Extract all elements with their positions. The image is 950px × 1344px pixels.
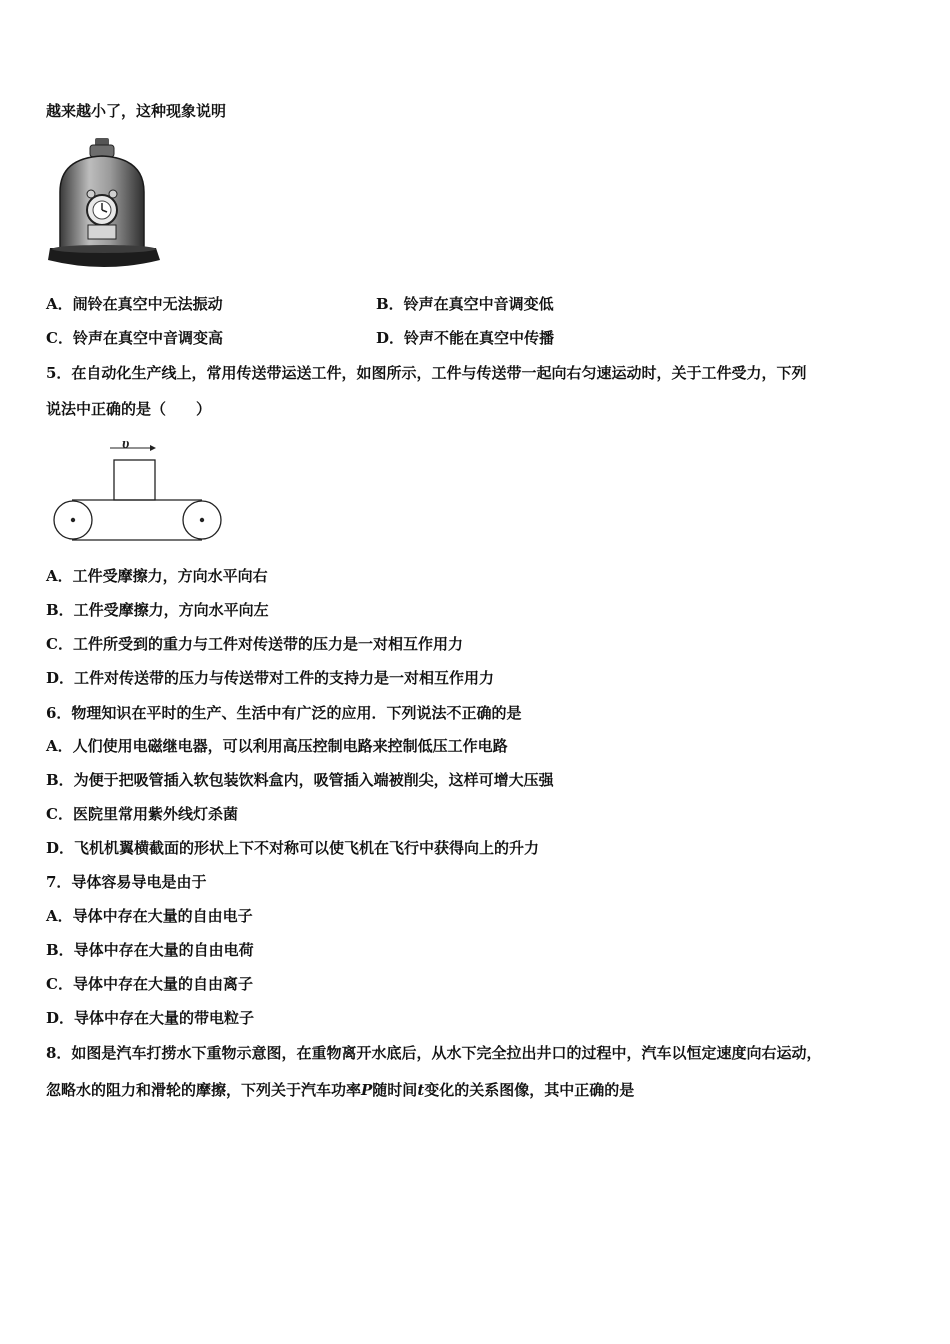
q7-option-a: A．导体中存在大量的自由电子	[46, 907, 253, 925]
q5-option-b: B．工件受摩擦力，方向水平向左	[46, 601, 269, 619]
bell-jar-figure	[46, 136, 162, 274]
q5-option-d: D．工件对传送带的压力与传送带对工件的支持力是一对相互作用力	[46, 669, 495, 687]
q6-option-d: D．飞机机翼横截面的形状上下不对称可以使飞机在飞行中获得向上的升力	[46, 839, 540, 857]
q8-stem-line2	[46, 1080, 634, 1100]
q4-stem-tail: 越来越小了，这种现象说明	[46, 102, 227, 120]
q8-var-t: t	[417, 1081, 425, 1099]
q5-option-c: C．工件所受到的重力与工件对传送带的压力是一对相互作用力	[46, 635, 463, 653]
q4-option-b: B．铃声在真空中音调变低	[376, 295, 554, 313]
q8-stem-part-a: 忽略水的阻力和滑轮的摩擦，下列关于汽车功率	[46, 1081, 362, 1099]
q5-stem-line2: 说法中正确的是（ ）	[46, 400, 212, 418]
q7-stem: 7．导体容易导电是由于	[46, 873, 207, 891]
q4-option-a: A．闹铃在真空中无法振动	[46, 295, 223, 313]
q7-option-b: B．导体中存在大量的自由电荷	[46, 941, 254, 959]
q5-option-a: A．工件受摩擦力，方向水平向右	[46, 567, 268, 585]
q6-option-c: C．医院里常用紫外线灯杀菌	[46, 805, 238, 823]
q5-stem-line1: 5．在自动化生产线上，常用传送带运送工件，如图所示，工件与传送带一起向右匀速运动时，关于工件受力，下列	[46, 364, 807, 382]
q7-option-c: C．导体中存在大量的自由离子	[46, 975, 253, 993]
q8-stem-part-c: 变化的关系图像，其中正确的是	[424, 1081, 635, 1099]
q6-stem: 6．物理知识在平时的生产、生活中有广泛的应用．下列说法不正确的是	[46, 704, 522, 722]
q6-option-a: A．人们使用电磁继电器，可以利用高压控制电路来控制低压工作电路	[46, 737, 508, 755]
q8-stem-part-b: 随时间	[372, 1081, 418, 1099]
q8-stem-line1: 8．如图是汽车打捞水下重物示意图，在重物离开水底后，从水下完全拉出井口的过程中，汽车以恒定速度向右运动，	[46, 1044, 822, 1062]
q4-option-d: D．铃声不能在真空中传播	[376, 329, 555, 347]
q4-option-c: C．铃声在真空中音调变高	[46, 329, 223, 347]
q7-option-d: D．导体中存在大量的带电粒子	[46, 1009, 255, 1027]
workpiece-block	[114, 460, 155, 500]
q6-option-b: B．为便于把吸管插入软包装饮料盒内，吸管插入端被削尖，这样可增大压强	[46, 771, 554, 789]
velocity-label: υ	[122, 436, 130, 452]
q8-var-p: P	[361, 1081, 373, 1099]
conveyor-belt-figure	[52, 430, 224, 546]
